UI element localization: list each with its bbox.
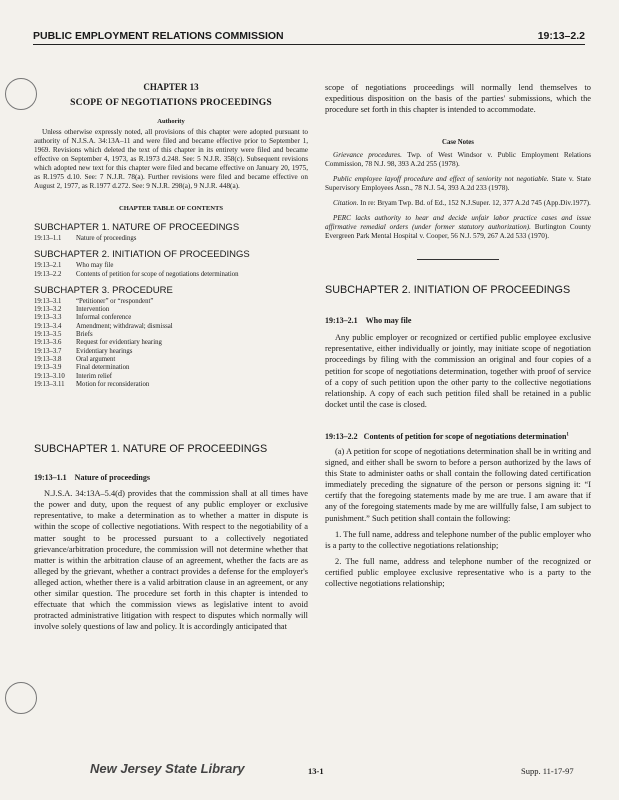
list-item-1: 1. The full name, address and telephone number of the public employer who is a party to the collective negotiations relationship; [325, 529, 591, 550]
toc-num: 19:13–3.7 [34, 347, 62, 355]
section-heading [34, 467, 308, 485]
section-number: 19:13–2.1 [325, 316, 358, 326]
toc-row [34, 262, 239, 270]
toc-entry: Interim relief [76, 372, 113, 380]
toc-row [34, 314, 173, 322]
toc-title: CHAPTER TABLE OF CONTENTS [118, 205, 224, 212]
toc-row [34, 356, 173, 364]
chapter-number: CHAPTER 13 [143, 82, 199, 92]
section-number: 19:13–1.1 [34, 473, 67, 483]
toc-num: 19:13–3.6 [34, 339, 62, 347]
toc-list [34, 235, 136, 243]
section-title: Who may file [365, 316, 412, 326]
toc-subchapter-heading: SUBCHAPTER 2. INITIATION OF PROCEEDINGS [34, 249, 250, 261]
toc-row [34, 339, 173, 347]
toc-num: 19:13–3.9 [34, 364, 62, 372]
toc-row [34, 271, 239, 279]
continued-text: scope of negotiations proceedings will normally lend themselves to expeditious disposition on the basis of the parties' submissions, which the procedure set forth in this chapter is intended to accommodate. [325, 83, 591, 115]
case-note-topic: Grievance procedures. [333, 151, 402, 160]
toc-num: 19:13–1.1 [34, 235, 62, 242]
toc-num: 19:13–3.4 [34, 322, 62, 330]
divider-rule [417, 259, 499, 260]
chapter-title: SCOPE OF NEGOTIATIONS PROCEEDINGS [70, 98, 272, 108]
toc-num: 19:13–3.11 [34, 380, 65, 388]
case-notes-heading: Case Notes [442, 139, 474, 147]
toc-entry: Informal conference [76, 314, 132, 322]
toc-row [34, 331, 173, 339]
section-heading [325, 310, 591, 328]
toc-subchapter [34, 222, 308, 243]
toc-row [34, 373, 173, 381]
list-item-2: 2. The full name, address and telephone number of the recognized or certified public employee exclusive representative who is a party to the collective negotiations relationship; [325, 556, 591, 588]
case-note-topic: Citation. [333, 199, 359, 208]
case-note [325, 199, 591, 208]
paragraph-a: (a) A petition for scope of negotiations determination shall be in writing and signed, and either shall be sworn to before a person authorized by the laws of this State to administer oaths or shall contain the following dated certification immediately preceding the signature of the person or persons signing it: “I certify that the foregoing statements made by me are true. I am aware that if any of the foregoing statements made by me are willfully false, I am subject to punishment.” Such petition shall contain the following: [325, 446, 591, 523]
section-heading [325, 432, 591, 441]
section-text: N.J.S.A. 34:13A–5.4(d) provides that the commission shall at all times have the power and duty, upon the request of any public employer or exclusive representative, to make a determination as to whether a matter in dispute is within the scope of collective negotiations. With respect to the negotiability of a matter sought to be processed pursuant to a collectively negotiated grievance/arbitration procedure, the commission will not determine whether that matter is within the arbitration clause of an agreement, whether the facts are as alleged by the grievant, whether a contract provides a defense for the employer's alleged action, whether there is a valid arbitration clause in an agreement, or any other similar question. The procedure set forth in this chapter is intended to effectuate that which the commission views as legislative intent to avoid protracted administrative litigation with respect to disputes which normally will involve solely questions of law and policy. It is accordingly anticipated that [34, 489, 308, 632]
case-note-citation: State v. State Supervisory Employees Assn., 78 N.J. 54, 393 A.2d 233 (1978). [325, 175, 591, 193]
toc-list [34, 298, 173, 389]
authority-heading: Authority [157, 118, 185, 125]
case-note [325, 175, 591, 193]
toc-num: 19:13–3.1 [34, 297, 62, 305]
toc-row [34, 381, 173, 389]
toc-subchapter [34, 249, 308, 279]
toc-entry: Contents of petition for scope of negotiations determination [76, 270, 239, 278]
case-note-citation: Twp. of West Windsor v. Public Employment Relations Commission, 78 N.J. 98, 393 A.2d 255 (1978). [325, 151, 591, 169]
section-number: 19:13–2.2 [325, 431, 358, 441]
toc-num: 19:13–3.8 [34, 355, 62, 363]
header-title: PUBLIC EMPLOYMENT RELATIONS COMMISSION [33, 30, 284, 42]
toc-num: 19:13–3.5 [34, 331, 62, 339]
toc-entry: Oral argument [76, 355, 116, 363]
supplement-date: Supp. 11-17-97 [521, 766, 574, 776]
section-text: Any public employer or recognized or certified public employee exclusive representative, either individually or jointly, may initiate scope of negotiation proceedings by filing with the commission an original and four copies of a petition for scope of negotiations determination, together with proof of service of a copy of such petition upon the other party to the collective negotiations relationship. A copy of each such petition filed shall be retained in a public docket until the case is closed. [325, 333, 591, 409]
toc-entry: Request for evidentiary hearing [76, 339, 162, 347]
toc-num: 19:13–2.2 [34, 270, 62, 278]
toc-num: 19:13–2.1 [34, 262, 62, 270]
punch-hole [5, 682, 37, 714]
toc-num: 19:13–3.10 [34, 372, 65, 380]
section-title [364, 432, 569, 441]
toc-entry: Amendment; withdrawal; dismissal [76, 322, 173, 330]
authority-text: Unless otherwise expressly noted, all provisions of this chapter were adopted pursuant to authority of N.J.S.A. 34:13A–11 and were filed and became effective prior to September 1, 1969. Revisions which deleted the text of this chapter in its entirety were filed and became effective on September 4, 1973, as R.1973 d.248. See: 5 N.J.R. 358(c). Subsequent revisions which adopted new text for this chapter were filed and became effective on January 20, 1975, as R.1975 d.10. See: 7 N.J.R. 78(a). Further revisions were filed and became effective on August 2, 1977, as R.1977 d.272. See: 9 N.J.R. 298(a), 9 N.J.R. 448(a). [34, 128, 308, 190]
toc-entry: Nature of proceedings [76, 235, 137, 242]
toc-subchapter-heading: SUBCHAPTER 1. NATURE OF PROCEEDINGS [34, 222, 240, 233]
toc-entry: Final determination [76, 364, 130, 372]
running-header [33, 30, 585, 45]
toc-subchapter-heading: SUBCHAPTER 3. PROCEDURE [34, 284, 173, 296]
case-note [325, 151, 591, 169]
toc-row [34, 306, 173, 314]
footnote-marker: 1 [566, 432, 569, 438]
library-stamp: New Jersey State Library [90, 761, 245, 776]
page-number: 13-1 [308, 766, 324, 776]
toc-row [34, 364, 173, 372]
case-note-citation: In re: Bryam Twp. Bd. of Ed., 152 N.J.Super. 12, 377 A.2d 745 (App.Div.1977). [358, 199, 591, 208]
case-note [325, 214, 591, 241]
section-title-text: Contents of petition for scope of negotiations determination [363, 431, 567, 441]
toc-entry: Who may file [76, 262, 114, 270]
toc-subchapter [34, 285, 308, 389]
case-note-citation: Burlington County Evergreen Park Mental Hospital v. Cooper, 56 N.J. 579, 267 A.2d 533 (1970). [325, 223, 591, 241]
toc-entry: “Petitioner” or “respondent” [76, 297, 154, 305]
case-note-topic: PERC lacks authority to hear and decide unfair labor practice cases and issue affirmative remedial orders (under former statutory authorization). [325, 214, 591, 232]
toc-entry: Evidentiary hearings [76, 347, 133, 355]
toc-list [34, 262, 239, 279]
toc-num: 19:13–3.3 [34, 314, 62, 322]
left-column [34, 68, 308, 632]
case-note-topic: Public employee layoff procedure and effect of seniority not negotiable. [333, 175, 549, 184]
subchapter-2-heading: SUBCHAPTER 2. INITIATION OF PROCEEDINGS [325, 284, 571, 297]
subchapter-1-heading: SUBCHAPTER 1. NATURE OF PROCEEDINGS [34, 443, 268, 456]
toc-num: 19:13–3.2 [34, 306, 62, 314]
section-title: Nature of proceedings [74, 473, 150, 483]
toc-row [34, 235, 136, 243]
toc-entry: Motion for reconsideration [76, 380, 150, 388]
right-column [325, 82, 591, 589]
punch-hole [5, 78, 37, 110]
toc-row [34, 348, 173, 356]
toc-row [34, 298, 173, 306]
header-section-number: 19:13–2.2 [537, 30, 585, 42]
toc-entry: Intervention [76, 306, 110, 314]
toc-row [34, 323, 173, 331]
toc-entry: Briefs [76, 331, 93, 339]
